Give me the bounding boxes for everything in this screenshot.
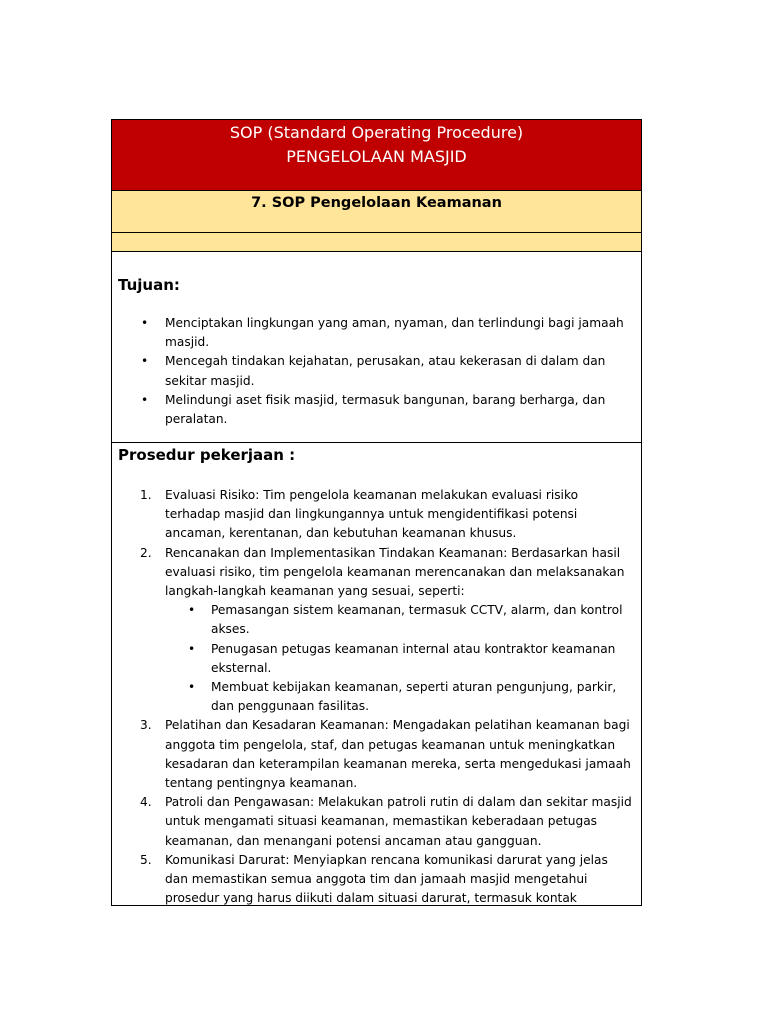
subtitle-banner [112, 191, 641, 233]
prosedur-list [118, 486, 635, 906]
subtitle: 7. SOP Pengelolaan Keamanan [251, 195, 502, 211]
title-line-2: PENGELOLAAN MASJID [286, 147, 467, 166]
step-number: 5. [140, 852, 152, 867]
prosedur-title: Prosedur pekerjaan : [118, 446, 296, 464]
step-text: Evaluasi Risiko: Tim pengelola keamanan melakukan evaluasi risiko terhadap masjid dan lingkungannya untuk mengidentifikasi potensi ancaman, kerentanan, dan kebutuhan keamanan khusus. [165, 488, 579, 541]
list-item [118, 352, 635, 390]
sub-list-item [165, 678, 633, 716]
list-item [118, 486, 635, 544]
bullet-icon: • [188, 680, 196, 695]
tujuan-title: Tujuan: [118, 276, 180, 294]
sub-list [165, 601, 633, 716]
bullet-icon: • [141, 392, 149, 407]
prosedur-section [112, 443, 641, 906]
step-number: 3. [140, 718, 152, 733]
list-item [118, 391, 635, 429]
sub-item-text: Penugasan petugas keamanan internal atau kontraktor keamanan eksternal. [211, 641, 616, 675]
title-banner [112, 120, 641, 191]
list-item [118, 716, 635, 793]
empty-row [112, 233, 641, 252]
bullet-icon: • [141, 316, 149, 330]
tujuan-list [118, 314, 635, 429]
step-text: Komunikasi Darurat: Menyiapkan rencana komunikasi darurat yang jelas dan memastikan semua anggota tim dan jamaah masjid mengetahui prosedur yang harus diikuti dalam situasi darurat, termasuk kontak [165, 852, 608, 906]
list-item [118, 793, 635, 851]
sub-item-text: Membuat kebijakan keamanan, seperti aturan pengunjung, parkir, dan penggunaan fasilitas. [211, 680, 617, 714]
tujuan-item-text: Melindungi aset fisik masjid, termasuk bangunan, barang berharga, dan peralatan. [165, 392, 606, 427]
sub-item-text: Pemasangan sistem keamanan, termasuk CCTV, alarm, dan kontrol akses. [211, 603, 623, 637]
tujuan-section [112, 252, 641, 443]
step-text: Patroli dan Pengawasan: Melakukan patroli rutin di dalam dan sekitar masjid untuk mengamati situasi keamanan, memastikan keberadaan petugas keamanan, dan menangani potensi ancaman atau gangguan. [165, 795, 632, 848]
bullet-icon: • [141, 354, 149, 369]
tujuan-item-text: Menciptakan lingkungan yang aman, nyaman, dan terlindungi bagi jamaah masjid. [165, 316, 624, 350]
sop-document [111, 119, 642, 906]
sub-list-item [165, 601, 633, 639]
list-item [118, 851, 635, 906]
step-text: Rencanakan dan Implementasikan Tindakan Keamanan: Berdasarkan hasil evaluasi risiko, tim pengelola keamanan merencanakan dan melaksanakan langkah-langkah keamanan yang sesuai, seperti: [165, 545, 625, 599]
step-number: 2. [140, 545, 152, 560]
tujuan-item-text: Mencegah tindakan kejahatan, perusakan, atau kekerasan di dalam dan sekitar masjid. [165, 354, 606, 388]
bullet-icon: • [188, 641, 196, 656]
bullet-icon: • [188, 603, 196, 618]
title-line-1: SOP (Standard Operating Procedure) [229, 123, 524, 142]
sub-list-item [165, 640, 633, 678]
list-item [118, 314, 635, 352]
step-text: Pelatihan dan Kesadaran Keamanan: Mengadakan pelatihan keamanan bagi anggota tim pengelola, staf, dan petugas keamanan untuk meningkatkan kesadaran dan keterampilan keamanan mereka, serta mengedukasi jamaah tentang pentingnya keamanan. [165, 718, 631, 791]
step-number: 1. [140, 488, 152, 502]
step-number: 4. [140, 795, 152, 810]
list-item [118, 544, 635, 717]
